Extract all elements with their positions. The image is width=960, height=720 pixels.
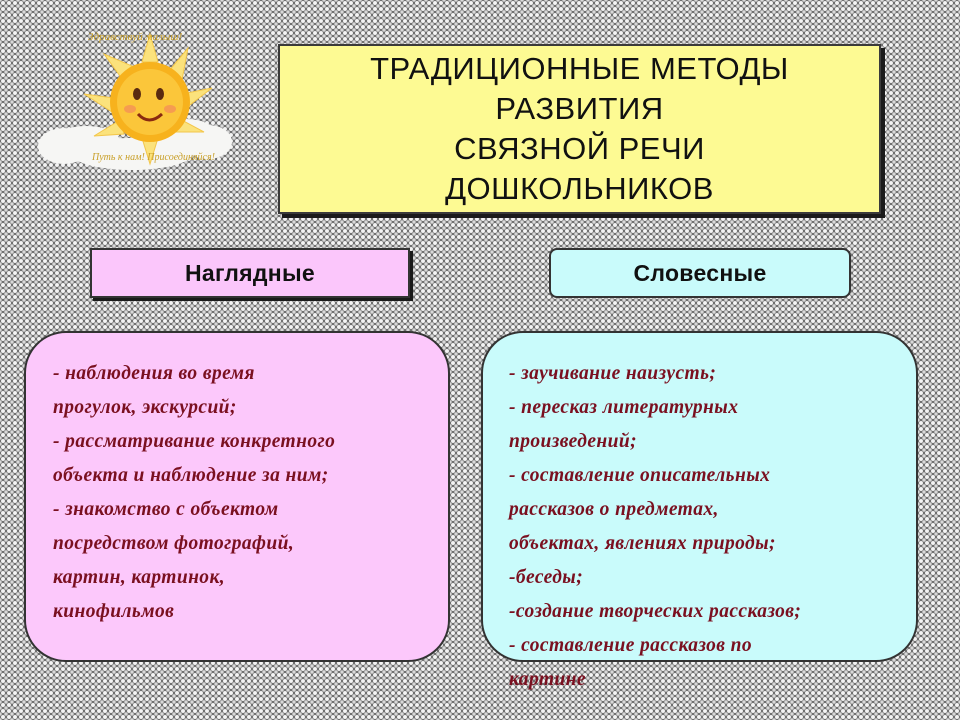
title-line: ДОШКОЛЬНИКОВ: [445, 171, 714, 206]
sun-logo: [28, 14, 234, 180]
title-box: [278, 44, 881, 214]
title-line: ТРАДИЦИОННЫЕ МЕТОДЫ: [370, 51, 789, 86]
visual-methods-heading: Наглядные: [90, 248, 410, 298]
visual-methods-text: - наблюдения во время прогулок, экскурсий; - рассматривание конкретного объекта и наблюдение за ним; - знакомство с объектом посредством фотографий, картин, картинок, кинофильмов: [53, 363, 336, 622]
page-title: [370, 49, 789, 209]
sun-icon: [28, 14, 234, 180]
svg-text:Здравствуй малыш!: Здравствуй малыш!: [88, 31, 183, 43]
visual-methods-panel: [24, 331, 450, 662]
title-line: РАЗВИТИЯ: [495, 91, 664, 126]
title-line: СВЯЗНОЙ РЕЧИ: [454, 131, 705, 166]
verbal-methods-panel: [481, 331, 918, 690]
svg-text:Путь к нам! Присоединяйся!: Путь к нам! Присоединяйся!: [92, 152, 215, 163]
verbal-methods-heading: Словесные: [549, 248, 851, 298]
verbal-methods-text: - заучивание наизусть; - пересказ литературных произведений; - составление описательных рассказов о предметах, объектах, явлениях природы; -беседы; -создание творческих рассказов; - составление рассказов по картине: [509, 363, 802, 690]
